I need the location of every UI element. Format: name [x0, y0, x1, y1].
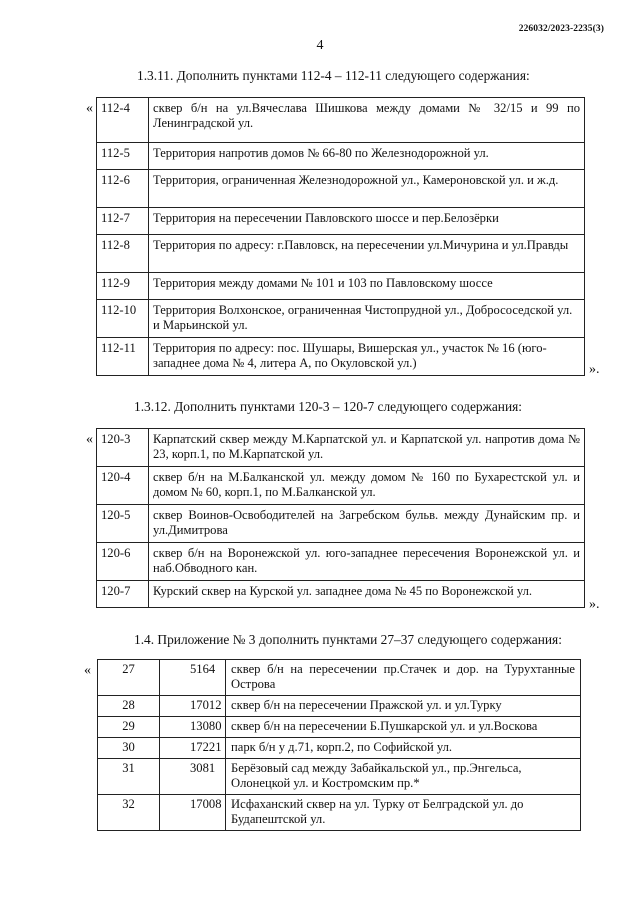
item-code: 17008 [160, 795, 226, 831]
item-number: 28 [98, 696, 160, 717]
item-number: 32 [98, 795, 160, 831]
table-row [98, 717, 581, 738]
table-row [97, 300, 585, 338]
table-row [97, 98, 585, 143]
item-number: 120-4 [97, 467, 149, 505]
open-quote: « [86, 101, 93, 116]
table-1-4 [97, 659, 581, 831]
item-number: 29 [98, 717, 160, 738]
section-heading-1-3-12: 1.3.12. Дополнить пунктами 120-3 – 120-7 следующего содержания: [134, 399, 523, 414]
item-description: Территория между домами № 101 и 103 по Павловскому шоссе [149, 273, 585, 300]
item-description: Территория, ограниченная Железнодорожной ул., Камероновской ул. и ж.д. [149, 170, 585, 208]
table-row [97, 338, 585, 376]
item-code: 3081 [160, 759, 226, 795]
document-number: 226032/2023-2235(3) [518, 24, 604, 34]
item-description: парк б/н у д.71, корп.2, по Софийской ул. [226, 738, 581, 759]
table-row [97, 429, 585, 467]
item-number: 120-7 [97, 581, 149, 608]
close-quote: ». [589, 597, 600, 612]
item-number: 112-9 [97, 273, 149, 300]
item-description: Территория по адресу: пос. Шушары, Вишерская ул., участок № 16 (юго-западнее дома № 4, литера А, по Окуловской ул.) [149, 338, 585, 376]
item-description: сквер б/н на пересечении Б.Пушкарской ул. и ул.Воскова [226, 717, 581, 738]
section-heading-1-4: 1.4. Приложение № 3 дополнить пунктами 27–37 следующего содержания: [134, 632, 562, 647]
item-description: Исфаханский сквер на ул. Турку от Белградской ул. до Будапештской ул. [226, 795, 581, 831]
item-number: 112-4 [97, 98, 149, 143]
item-code: 17012 [160, 696, 226, 717]
item-code: 13080 [160, 717, 226, 738]
item-description: Карпатский сквер между М.Карпатской ул. и Карпатской ул. напротив дома № 23, корп.1, по М.Карпатской ул. [149, 429, 585, 467]
item-number: 112-7 [97, 208, 149, 235]
item-code: 17221 [160, 738, 226, 759]
table-row [97, 467, 585, 505]
item-number: 112-8 [97, 235, 149, 273]
item-description: сквер б/н на Воронежской ул. юго-западнее пересечения Воронежской ул. и наб.Обводного кан. [149, 543, 585, 581]
table-row [97, 273, 585, 300]
table-1-3-11 [96, 97, 585, 376]
item-number: 112-5 [97, 143, 149, 170]
table-row [97, 208, 585, 235]
table-row [97, 143, 585, 170]
item-number: 112-6 [97, 170, 149, 208]
item-description: Территория Волхонское, ограниченная Чистопрудной ул., Добрососедской ул. и Марьинской ул. [149, 300, 585, 338]
item-description: Берёзовый сад между Забайкальской ул., пр.Энгельса, Олонецкой ул. и Костромским пр.* [226, 759, 581, 795]
section-heading-1-3-11: 1.3.11. Дополнить пунктами 112-4 – 112-11 следующего содержания: [137, 68, 530, 83]
table-row [98, 696, 581, 717]
close-quote: ». [589, 362, 600, 377]
table-row [97, 505, 585, 543]
table-body [97, 98, 585, 376]
item-number: 120-5 [97, 505, 149, 543]
item-description: Территория по адресу: г.Павловск, на пересечении ул.Мичурина и ул.Правды [149, 235, 585, 273]
table-1-3-12 [96, 428, 585, 608]
table-row [98, 738, 581, 759]
item-code: 5164 [160, 660, 226, 696]
item-number: 120-6 [97, 543, 149, 581]
table-body [97, 429, 585, 608]
table-row [97, 543, 585, 581]
item-number: 31 [98, 759, 160, 795]
table-row [98, 795, 581, 831]
item-number: 112-11 [97, 338, 149, 376]
item-description: сквер б/н на пересечении Пражской ул. и ул.Турку [226, 696, 581, 717]
table-body [98, 660, 581, 831]
page-number: 4 [316, 38, 324, 53]
table-row [97, 235, 585, 273]
item-description: Курский сквер на Курской ул. западнее дома № 45 по Воронежской ул. [149, 581, 585, 608]
table-row [97, 581, 585, 608]
item-description: Территория на пересечении Павловского шоссе и пер.Белозёрки [149, 208, 585, 235]
item-number: 27 [98, 660, 160, 696]
table-row [98, 759, 581, 795]
item-number: 120-3 [97, 429, 149, 467]
open-quote: « [84, 663, 91, 678]
item-description: Территория напротив домов № 66-80 по Железнодорожной ул. [149, 143, 585, 170]
item-description: сквер Воинов-Освободителей на Загребском бульв. между Дунайским пр. и ул.Димитрова [149, 505, 585, 543]
table-row [98, 660, 581, 696]
open-quote: « [86, 432, 93, 447]
item-number: 30 [98, 738, 160, 759]
item-number: 112-10 [97, 300, 149, 338]
item-description: сквер б/н на М.Балканской ул. между домом № 160 по Бухарестской ул. и домом № 60, корп.1, по М.Балканской ул. [149, 467, 585, 505]
table-row [97, 170, 585, 208]
item-description: сквер б/н на пересечении пр.Стачек и дор. на Турухтанные Острова [226, 660, 581, 696]
item-description: сквер б/н на ул.Вячеслава Шишкова между домами № 32/15 и 99 по Ленинградской ул. [149, 98, 585, 143]
